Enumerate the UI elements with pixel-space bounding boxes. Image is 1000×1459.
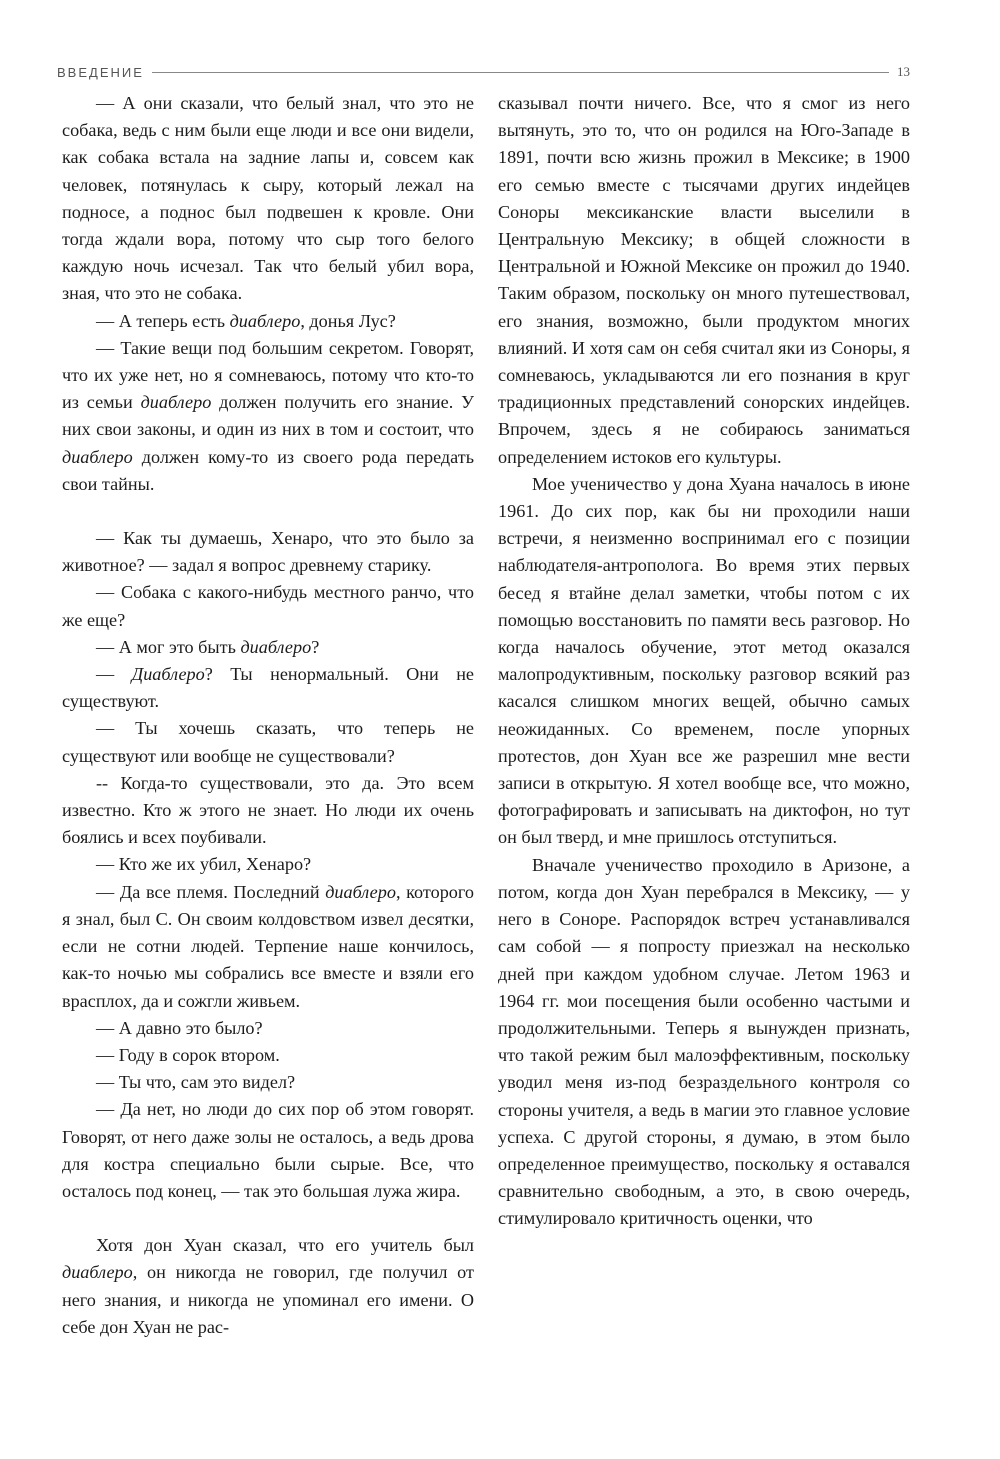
paragraph: -- Когда-то существовали, это да. Это всем известно. Кто ж этого не знает. Но люди их очень боялись и всех поубивали. xyxy=(62,772,474,848)
header-rule xyxy=(152,72,889,73)
paragraph: — Диаблеро? Ты ненормальный. Они не существуют. xyxy=(62,664,475,712)
paragraph: — А теперь есть диаблеро, донья Лус? xyxy=(96,310,396,331)
paragraph: — Собака с какого-нибудь местного ранчо, что же еще? xyxy=(62,582,474,630)
paragraph: — А давно это было? xyxy=(96,1017,263,1038)
section-title: ВВЕДЕНИЕ xyxy=(57,64,144,80)
paragraph: — А они сказали, что белый знал, что это не собака, ведь с ним были еще люди и все они видели, как собака встала на задние лапы и, совсем как человек, потянулась к сыру, который лежал на подносе, а поднос был подвешен к кровле. Они тогда ждали вора, потому что сыр того белого каждую ночь исчезал. Так что белый убил вора, зная, что это не собака. xyxy=(62,93,474,304)
paragraph: сказывал почти ничего. Все, что я смог из него вытянуть, это то, что он родился на Юго-Западе в 1891, почти всю жизнь прожил в Мексике; в 1900 его семью вместе с тысячами других индейцев Соноры мексиканские власти выселили в Центральную Мексику; в общей сложности в Центральной и Южной Мексике он прожил до 1940. Таким образом, поскольку он много путешествовал, его знания, возможно, были продуктом многих влияний. И хотя сам он себя считал яки из Соноры, я сомневаюсь, укладываются ли его познания в круг традиционных представлений сонорских индейцев. Впрочем, здесь я не собираюсь заниматься определением истоков его культуры. xyxy=(498,93,910,467)
right-column xyxy=(498,90,910,1233)
paragraph: Хотя дон Хуан сказал, что его учитель был диаблеро, он никогда не говорил, где получил от него знания, и никогда не упоминал его имени. О себе дон Хуан не рас- xyxy=(62,1235,474,1337)
paragraph: Вначале ученичество проходило в Аризоне, а потом, когда дон Хуан перебрался в Мексику, — у него в Соноре. Распорядок встреч устанавливался сам собой — я попросту приезжал на несколько дней при каждом удобном случае. Летом 1963 и 1964 гг. мои посещения были особенно частыми и продолжительными. Теперь я вынужден признать, что такой режим был малоэффективным, поскольку уводил меня из-под безраздельного контроля со стороны учителя, а ведь в магии это главное условие успеха. С другой стороны, я думаю, в этом было определенное преимущество, поскольку я оставался сравнительно свободным, а это, в свою очередь, стимулировало критичность оценки, что xyxy=(498,854,910,1229)
paragraph: — Да нет, но люди до сих пор об этом говорят. Говорят, от него даже золы не осталось, а ведь дрова для костра специально были сырые. Все, что осталось под конец, — так это большая лужа жира. xyxy=(62,1099,474,1201)
page-number: 13 xyxy=(897,64,910,79)
paragraph: — Да все племя. Последний диаблеро, которого я знал, был С. Он своим колдовством извел десятки, если не сотни людей. Терпение наше кончилось, как-то ночью мы собрались все вместе и взяли его врасплох, да и сожгли живьем. xyxy=(62,881,474,1011)
paragraph: Мое ученичество у дона Хуана началось в июне 1961. До сих пор, как бы ни проходили наши встречи, я неизменно воспринимал его с позиции наблюдателя-антрополога. Во время этих первых бесед я втайне делал заметки, чтобы потом с их помощью восстановить по памяти весь разговор. Но когда началось обучение, этот метод оказался малопродуктивным, поскольку разговор всякий раз касался слишком многих вещей, обычно самых неожиданных. Со временем, после упорных протестов, дон Хуан все же разрешил мне вести записи в открытую. Я хотел вообще все, что можно, фотографировать и записывать на диктофон, но тут он был тверд, и мне пришлось отступиться. xyxy=(498,473,910,848)
left-column xyxy=(62,90,474,1341)
running-header xyxy=(57,60,910,84)
paragraph: — Ты что, сам это видел? xyxy=(96,1072,296,1093)
paragraph: — Такие вещи под большим секретом. Говорят, что их уже нет, но я сомневаюсь, потому что кто-то из семьи диаблеро должен получить его знание. У них свои законы, и один из них в том и состоит, что диаблеро должен кому-то из своего рода передать свои тайны. xyxy=(62,337,474,494)
paragraph: — Как ты думаешь, Хенаро, что это было за животное? — задал я вопрос древнему старику. xyxy=(62,528,474,576)
paragraph: — А мог это быть диаблеро? xyxy=(96,636,320,657)
paragraph: — Кто же их убил, Хенаро? xyxy=(96,854,312,875)
paragraph: — Году в сорок втором. xyxy=(96,1044,280,1065)
paragraph: — Ты хочешь сказать, что теперь не существуют или вообще не существовали? xyxy=(62,718,474,766)
